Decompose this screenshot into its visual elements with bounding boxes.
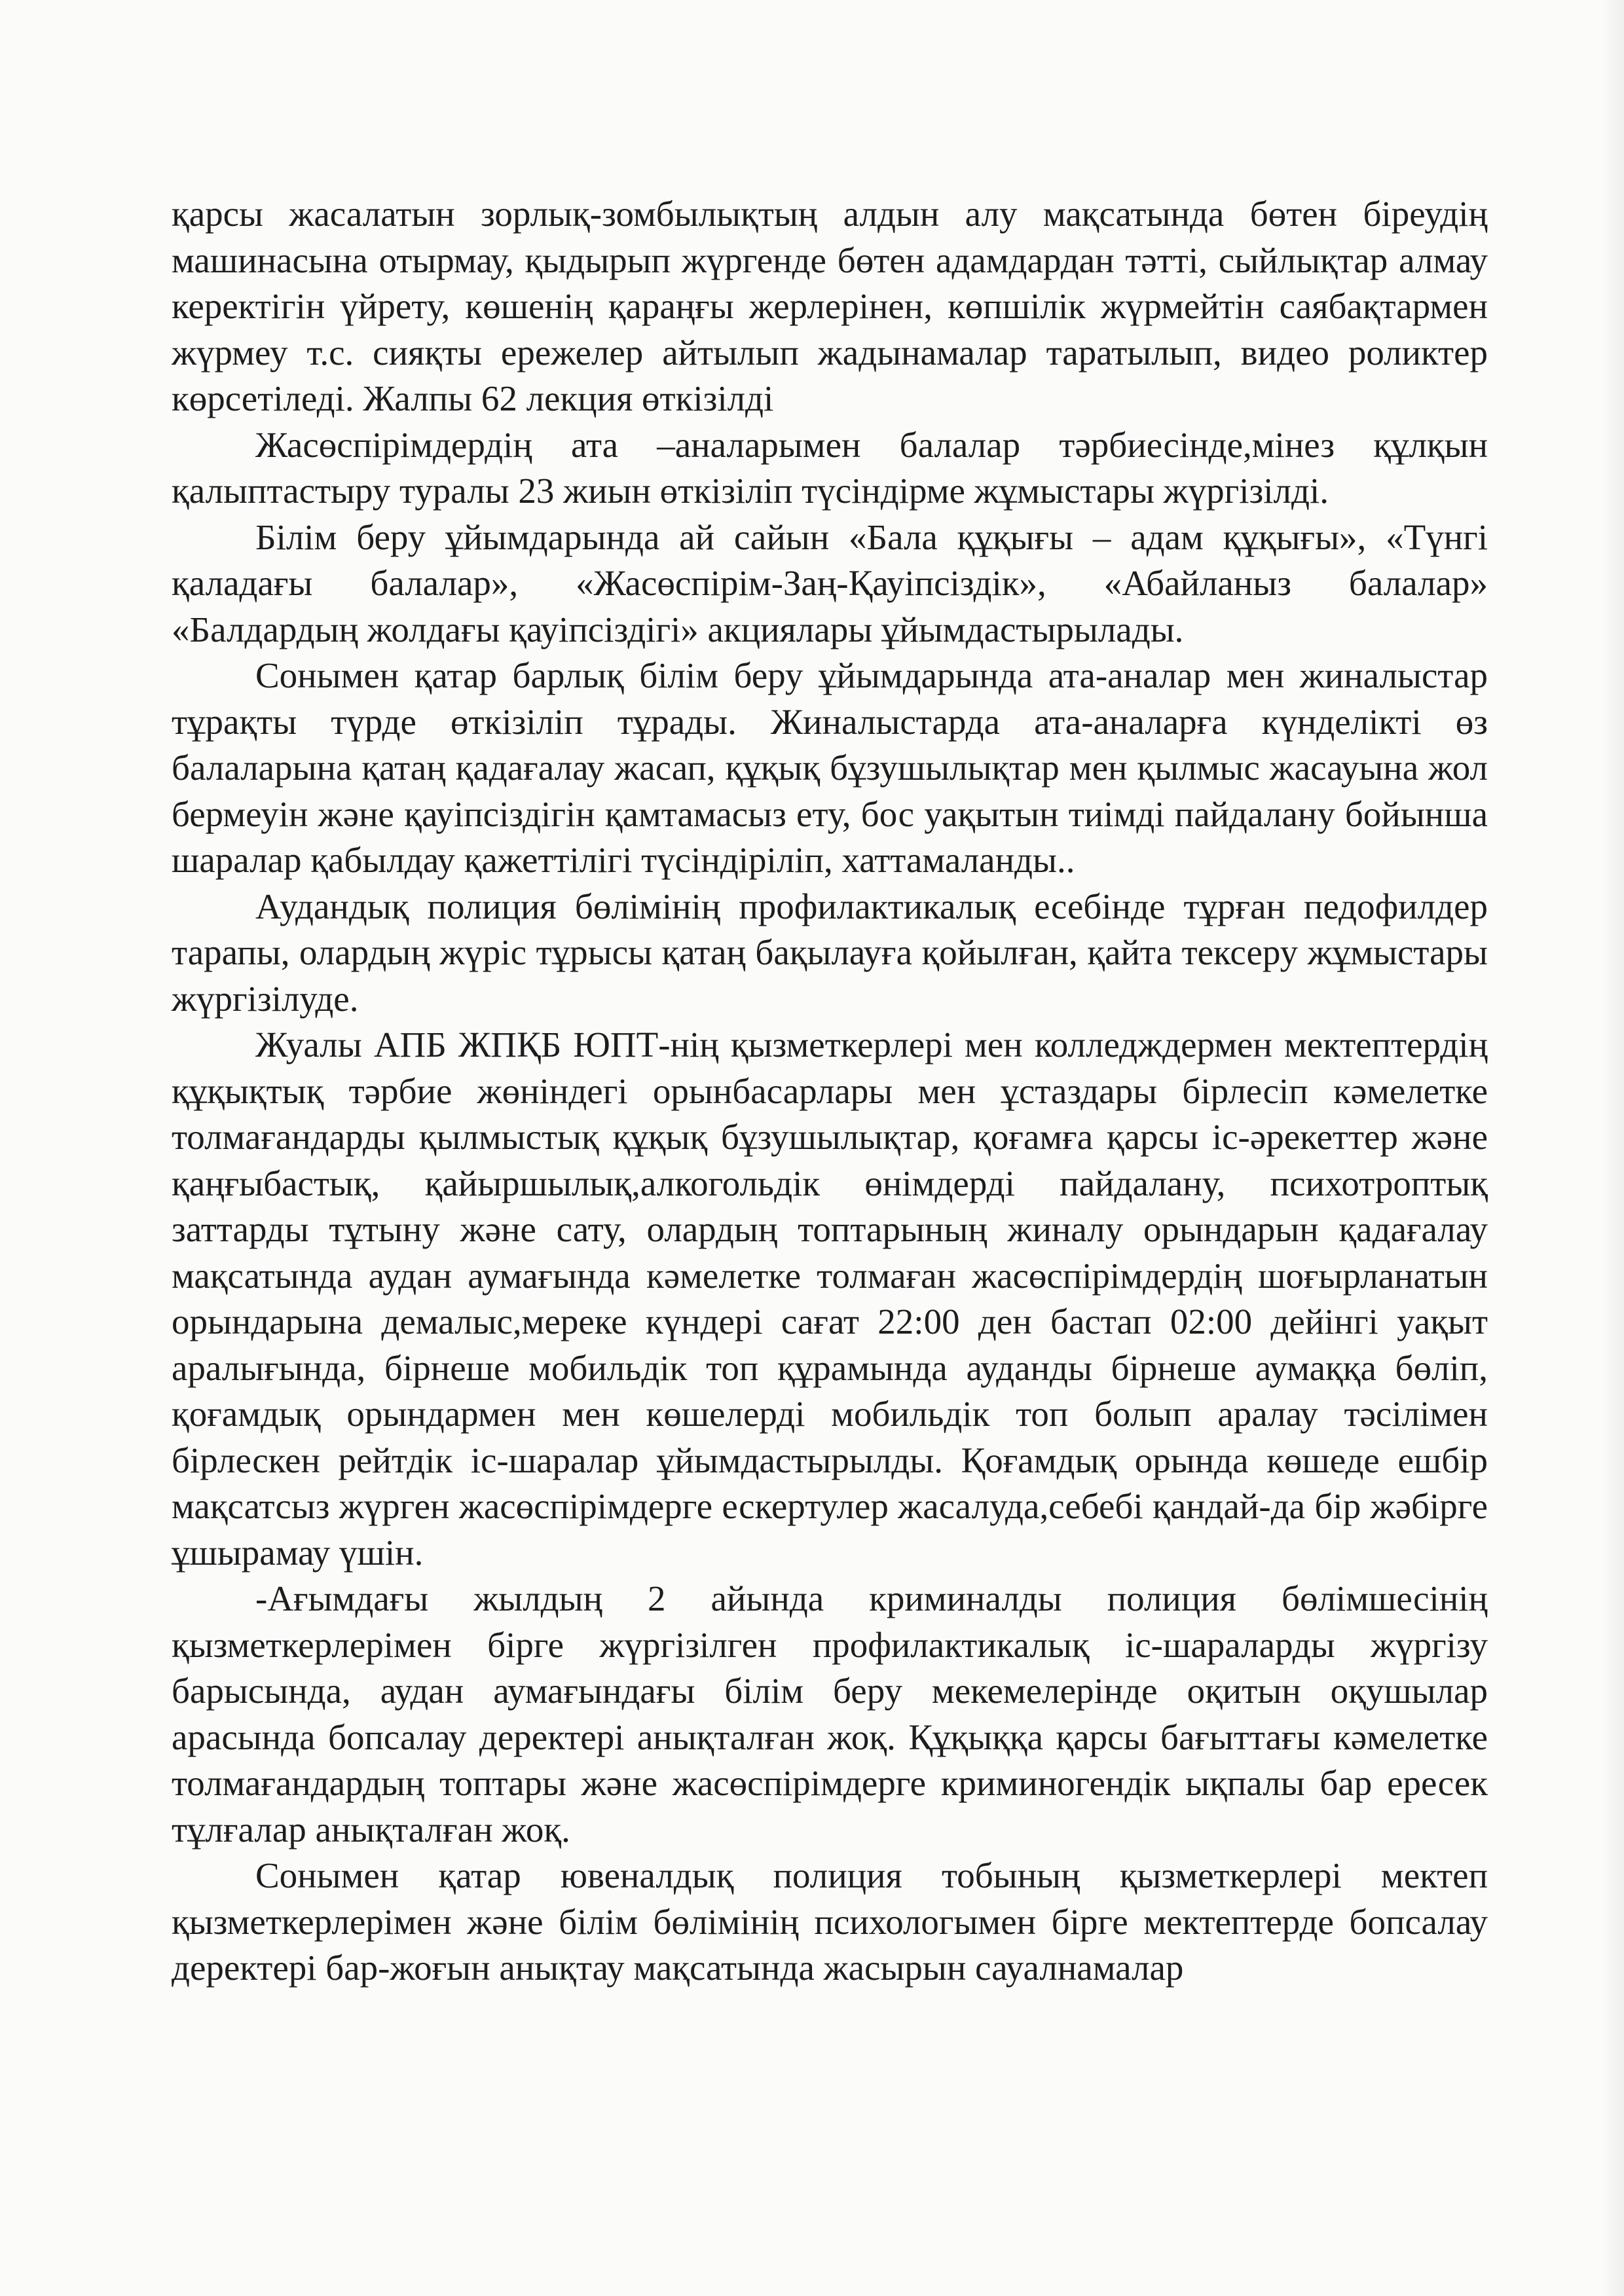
paragraph-school-campaigns: Білім беру ұйымдарында ай сайын «Бала құқығы – адам құқығы», «Түнгі қаладағы балалар», «Жасөспірім-Заң-Қауіпсіздік», «Абайланыз балалар» «Балдардың жолдағы қауіпсіздігі» акциялары ұйымдастырылады. (172, 517, 1488, 649)
document-body (172, 191, 1488, 1992)
paragraph-parent-meetings-regular: Сонымен қатар барлық білім беру ұйымдарында ата-аналар мен жиналыстар тұрақты түрде өткізіліп тұрады. Жиналыстарда ата-аналарға күнделікті өз балаларына қатаң қадағалау жасап, құқық бұзушылықтар мен қылмыс жасауына жол бермеуін және қауіпсіздігін қамтамасыз ету, бос уақытын тиімді пайдалану бойынша шаралар қабылдау қажеттілігі түсіндіріліп, хаттамаланды.. (172, 655, 1488, 880)
paragraph-continued: қарсы жасалатын зорлық-зомбылықтың алдын алу мақсатында бөтен біреудің машинасына отырмау, қыдырып жүргенде бөтен адамдардан тәтті, сыйлықтар алмау керектігін үйрету, көшенің қараңғы жерлерінен, көпшілік жүрмейтін саябақтармен жүрмеу т.с. сияқты ережелер айтылып жадынамалар таратылып, видео роликтер көрсетіледі. Жалпы 62 лекция өткізілді (172, 194, 1488, 418)
paragraph-current-year-results: -Ағымдағы жылдың 2 айында криминалды полиция бөлімшесінің қызметкерлерімен бірге жүргізілген профилактикалық іс-шараларды жүргізу барысында, аудан аумағындағы білім беру мекемелерінде оқитын оқушылар арасында бопсалау деректері анықталған жоқ. Құқыққа қарсы бағыттағы кәмелетке толмағандардың топтары және жасөспірімдерге криминогендік ықпалы бар ересек тұлғалар анықталған жоқ. (172, 1578, 1488, 1850)
paragraph-parent-meetings: Жасөспірімдердің ата –аналарымен балалар тәрбиесінде,мінез құлқын қалыптастыру туралы 23 жиын өткізіліп түсіндірме жұмыстары жүргізілді. (172, 424, 1488, 511)
paragraph-joint-raids: Жуалы АПБ ЖПҚБ ЮПТ-нің қызметкерлері мен колледждермен мектептердің құқықтық тәрбие жөніндегі орынбасарлары мен ұстаздары бірлесіп кәмелетке толмағандарды қылмыстық құқық бұзушылықтар, қоғамға қарсы іс-әрекеттер және қаңғыбастық, қайыршылық,алкогольдік өнімдерді пайдалану, психотроптық заттарды тұтыну және сату, олардың топтарының жиналу орындарын қадағалау мақсатында аудан аумағында кәмелетке толмаған жасөспірімдердің шоғырланатын орындарына демалыс,мереке күндері сағат 22:00 ден бастап 02:00 дейінгі уақыт аралығында, бірнеше мобильдік топ құрамында ауданды бірнеше аумаққа бөліп, қоғамдық орындармен мен көшелерді мобильдік топ болып аралау тәсілімен бірлескен рейтдік іс-шаралар ұйымдастырылды. Қоғамдық орында көшеде ешбір мақсатсыз жүрген жасөспірімдерге ескертулер жасалуда,себебі қандай-да бір жәбірге ұшырамау үшін. (172, 1025, 1488, 1573)
paragraph-police-monitoring: Аудандық полиция бөлімінің профилактикалық есебінде тұрған педофилдер тарапы, олардың жүріс тұрысы қатаң бақылауға қойылған, қайта тексеру жұмыстары жүргізілуде. (172, 886, 1488, 1019)
scan-edge-shadow (1602, 0, 1624, 2296)
paragraph-juvenile-police-surveys: Сонымен қатар ювеналдық полиция тобының қызметкерлері мектеп қызметкерлерімен және білім бөлімінің психологымен бірге мектептерде бопсалау деректері бар-жоғын анықтау мақсатында жасырын сауалнамалар (172, 1855, 1488, 1988)
